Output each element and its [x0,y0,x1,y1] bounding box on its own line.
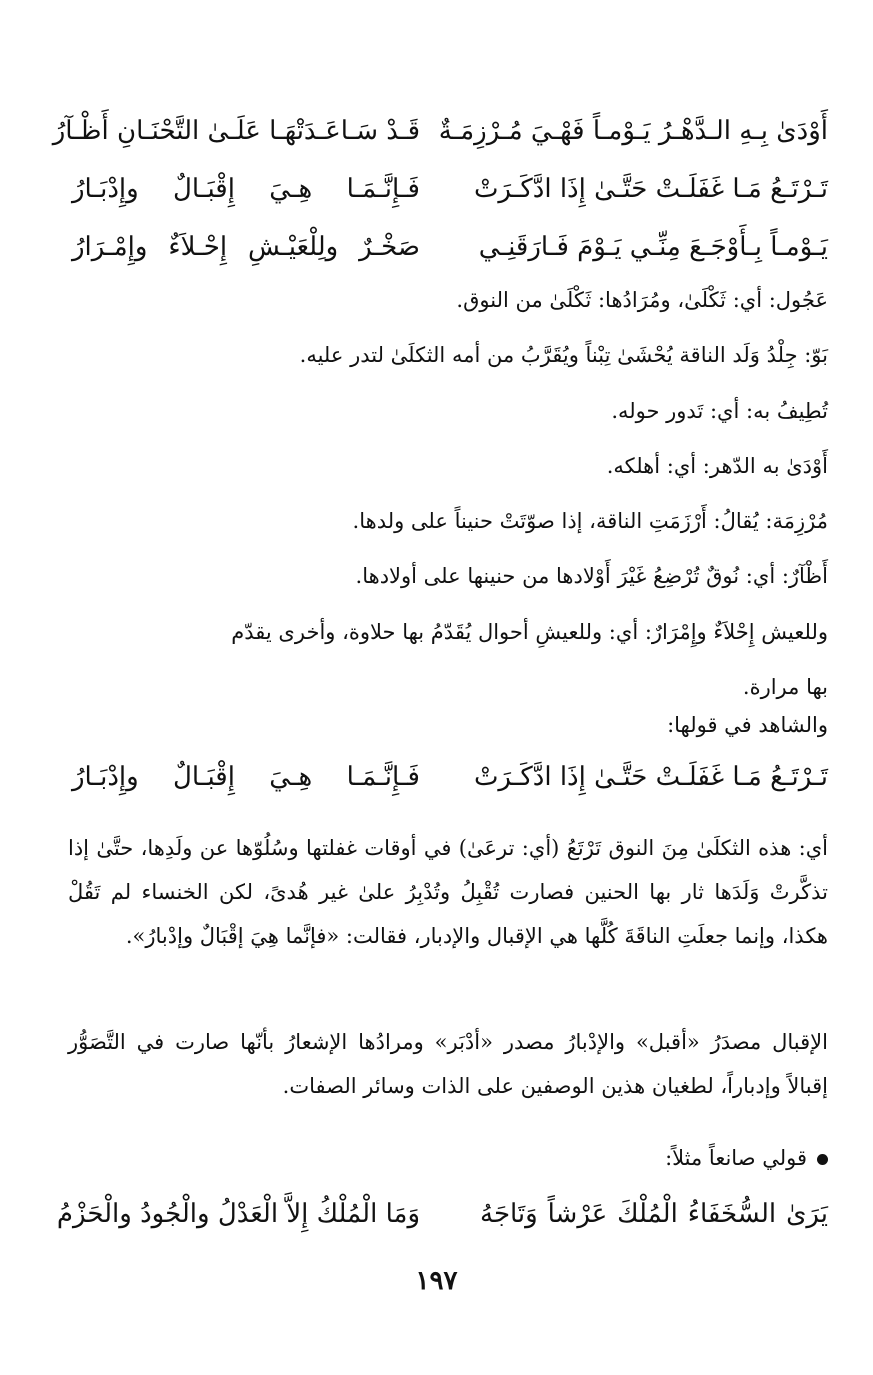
poem-top [52,102,828,276]
gloss-entry: عَجُول: أي: ثَكْلَىٰ، ومُرَادُها: ثَكْلَىٰ من النوق. [456,288,828,312]
verse-second-hemistich: فَـإِنَّـمَـا هِـيَ إِقْبَـالٌ وإِدْبَـارُ [72,174,420,204]
verse-line [72,748,828,806]
verse-second-hemistich: صَخْـرٌ ولِلْعَيْـشِ إِحْـلاَءٌ وإِمْـرَارُ [72,232,420,262]
verse-line [72,218,828,276]
verse-first-hemistich: يَـوْمـاً بِـأَوْجَـعَ مِنِّـي يَـوْمَ فَـارَقَنِـي [478,232,828,262]
bullet-item [68,1138,828,1178]
explanation-paragraph: أي: هذه الثكلَىٰ مِنَ النوق تَرْتَعُ (أي: ترعَىٰ) في أوقات غفلتها وسُلُوّها عن ولَدِها، حتَّىٰ إذا تذكَّرتْ وَلَدَها ثار بها الحنين فصارت تُقْبِلُ وتُدْبِرُ علىٰ غير هُدىً، لكن الخنساء لم تَقُلْ هكذا، وإنما جعلَتِ الناقَةَ كُلَّها هي الإقبال والإدبار، فقالت: «فإنَّما هِيَ إقْبَالٌ وإدْبارُ». [68,836,828,948]
gloss-entry: مُرْزِمَة: يُقالُ: أَرْزَمَتِ الناقة، إذا صوّتَتْ حنيناً على ولدها. [352,509,828,534]
verse-first-hemistich: أَوْدَىٰ بِـهِ الـدَّهْـرُ يَـوْمـاً فَهْـيَ مُـرْزِمَـةٌ [438,116,828,146]
witness-verse [72,748,828,806]
witness-intro: والشاهد في قولها: [667,713,828,737]
gloss-entry: بَوّ: جِلْدُ وَلَد الناقة يُحْشَىٰ تِبْناً ويُقَرَّبُ من أمه الثكلَىٰ لتدر عليه. [299,343,828,368]
bullet-icon [817,1154,828,1165]
verse-second-hemistich: فَـإِنَّـمَـا هِـيَ إِقْبَـالٌ وإِدْبَـارُ [72,762,420,792]
verse-line [56,1185,828,1243]
gloss-entry: تُطِيفُ به: أي: تَدور حوله. [611,398,828,423]
page-number: ١٩٧ [415,1266,458,1296]
verse-second-hemistich: قَـدْ سَـاعَـدَتْهَـا عَلَـىٰ التَّحْنَـانِ أَظْـآرُ [52,116,420,146]
bullet-text: قولي صانعاً مثلاً: [665,1146,807,1170]
explanation-paragraph-2: الإقبال مصدَرُ «أقبل» والإدْبارُ مصدر «أدْبَر» ومرادُها الإشعارُ بأنّها صارت في التَّصَوُّر إقبالاً وإدباراً، لطغيان هذين الوصفين على الذات وسائر الصفات. [68,1030,828,1098]
final-verse [56,1185,828,1243]
glossary [68,273,828,605]
gloss-entry: أَوْدَىٰ به الدّهر: أي: أهلكه. [606,453,828,478]
verse-line [72,160,828,218]
verse-first-hemistich: تَـرْتَـعُ مَـا غَفَلَـتْ حَتَّـىٰ إِذَا ادَّكَـرَتْ [473,762,828,792]
gloss-entry-tail: بها مرارة. [742,675,828,699]
gloss-entry-main: وللعيش إِحْلاَءٌ وإِمْرَارٌ: أي: وللعيشِ أحوال يُقَدّمُ بها حلاوة، وأخرى يقدّم [231,620,828,644]
verse-second-hemistich: وَمَا الْمُلْكُ إِلاَّ الْعَدْلُ والْجُودُ والْحَزْمُ [56,1199,420,1229]
gloss-entry: أَظْآرٌ: أي: نُوقٌ تُرْضِعُ غَيْرَ أَوْلادها من حنينها على أولادها. [355,564,828,589]
verse-line [52,102,828,160]
gloss-entry-last [68,605,828,715]
verse-first-hemistich: يَرَىٰ السُّخَفَاءُ الْمُلْكَ عَرْشاً وَتَاجَهُ [480,1199,828,1229]
verse-first-hemistich: تَـرْتَـعُ مَـا غَفَلَـتْ حَتَّـىٰ إِذَا ادَّكَـرَتْ [473,174,828,204]
